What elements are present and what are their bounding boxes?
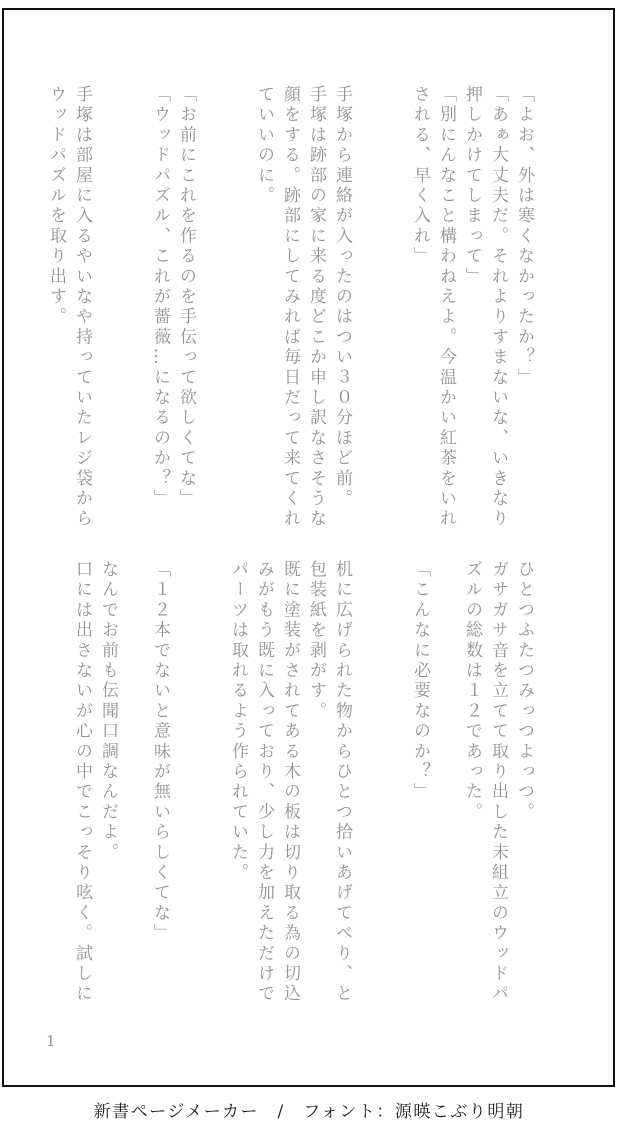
text-line: される、早く入れ」 — [410, 85, 430, 267]
text-block-bottom — [69, 560, 537, 1006]
text-line — [381, 560, 407, 1006]
text-line: 包装紙を剥がす。 — [306, 560, 326, 722]
text-line: 「あぁ大丈夫だ。それよりすまないな、いきなり — [488, 85, 508, 530]
text-line: 「ウッドパズル、これが薔薇…になるのか？」 — [150, 85, 170, 510]
text-line — [355, 85, 381, 531]
text-line: なんでお前も伝聞口調なんだよ。 — [98, 560, 118, 863]
text-line: ひとつふたつみっつよっつ。 — [514, 560, 534, 823]
text-line: ていいのに。 — [254, 85, 274, 207]
text-line: 「別にんなこと構わねえよ。今温かい紅茶をいれ — [436, 85, 456, 530]
text-line: 手塚から連絡が入ったのはつい３０分ほど前。 — [332, 85, 352, 510]
text-line — [121, 85, 147, 531]
text-line — [199, 560, 225, 1006]
page-number: 1 — [46, 1032, 57, 1050]
text-block-top — [43, 85, 537, 531]
text-line: 「よお、外は寒くなかったか？」 — [514, 85, 534, 388]
text-line: 手塚は部屋に入るやいなや持っていたレジ袋から — [72, 85, 92, 530]
text-line — [173, 560, 199, 1006]
text-line: 「お前にこれを作るのを手伝って欲しくてな」 — [176, 85, 196, 510]
text-line: 口には出さないが心の中でこっそり呟く。試しに — [72, 560, 92, 1005]
text-line: ズルの総数は１２であった。 — [462, 560, 482, 823]
page-border-box — [2, 8, 615, 1087]
text-line: ウッドパズルを取り出す。 — [46, 85, 66, 328]
text-line: パーツは取れるよう作られていた。 — [228, 560, 248, 884]
footer-caption: 新書ページメーカー / フォント：源暎こぶり明朝 — [93, 1102, 525, 1122]
text-line — [121, 560, 147, 1006]
text-line: みがもう既に入っており、少し力を加えただけで — [254, 560, 274, 1005]
text-line: 手塚は跡部の家に来る度どこか申し訳なさそうな — [306, 85, 326, 530]
text-line — [95, 85, 121, 531]
text-line — [355, 560, 381, 1006]
text-line: 既に塗装がされてある木の板は切り取る為の切込 — [280, 560, 300, 1005]
text-line — [225, 85, 251, 531]
text-line — [381, 85, 407, 531]
text-line: 顔をする。跡部にしてみれば毎日だって来てくれ — [280, 85, 300, 530]
text-line: 机に広げられた物からひとつ拾いあげてべり、と — [332, 560, 352, 1005]
text-line — [433, 560, 459, 1006]
text-line: 押しかけてしまって」 — [462, 85, 482, 287]
text-line: 「こんなに必要なのか？」 — [410, 560, 430, 803]
text-line: 「１２本でないと意味が無いらしくてな」 — [150, 560, 170, 944]
text-line — [199, 85, 225, 531]
text-line: ガサガサ音を立てて取り出した未組立のウッドパ — [488, 560, 508, 1005]
